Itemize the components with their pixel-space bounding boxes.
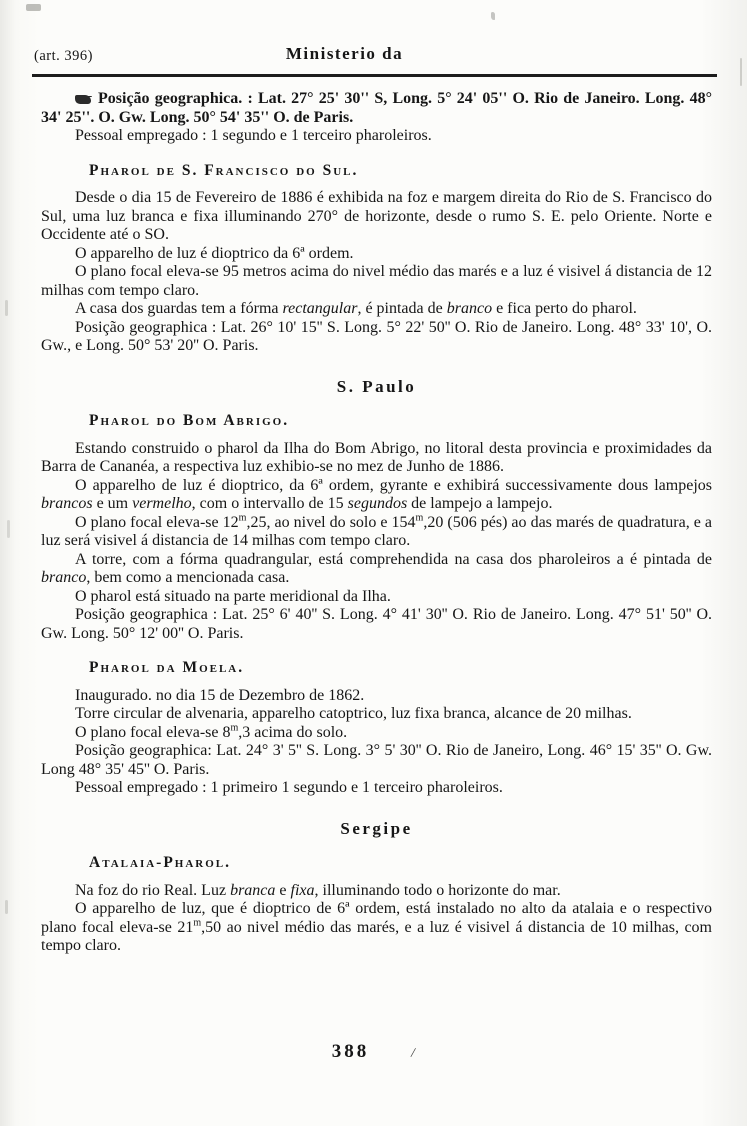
page-footer [0, 1041, 747, 1063]
paragraph-posicao-geographica: Posição geographica : Lat. 25° 6' 40'' S. Long. 4° 41' 30'' O. Rio de Janeiro. Long. 47° 51' 50'' O. Gw. Long. 50° 12' 00'' O. Paris. [41, 606, 712, 642]
document-body [41, 90, 712, 956]
paragraph: O pharol está situado na parte meridional da Ilha. [75, 587, 391, 605]
paragraph: O plano focal eleva-se 95 metros acima do nivel médio das marés e a luz é visivel á distancia de 12 milhas com tempo claro. [41, 263, 712, 299]
footer-mark: / [410, 1045, 417, 1062]
header-title: Ministerio da [285, 44, 404, 63]
heading-atalaia-pharol: Atalaia-Pharol. [89, 854, 232, 871]
page-number: 388 [331, 1041, 370, 1062]
paragraph-pessoal-empregado: Pessoal empregado : 1 primeiro 1 segundo e 1 terceiro pharoleiros. [75, 779, 503, 796]
paragraph: A casa dos guardas tem a fórma rectangular, é pintada de branco e fica perto do pharol. [75, 300, 637, 317]
heading-pharol-do-bom-abrigo: Pharol do Bom Abrigo. [89, 412, 290, 429]
ink-blot-icon [75, 95, 91, 104]
scan-artifact-icon [5, 300, 8, 316]
paragraph: Estando construido o pharol da Ilha do Bom Abrigo, no litoral desta provincia e proximidades da Barra de Cananéa, a respectiva luz exhibio-se no mez de Junho de 1886. [41, 439, 712, 475]
scan-artifact-icon [7, 520, 10, 538]
paragraph-posicao-geographica: Posição geographica : Lat. 26° 10' 15'' S. Long. 5° 22' 50'' O. Rio de Janeiro. Long. 48° 33' 10', O. Gw., e Long. 50° 53' 20'' O. Paris. [41, 318, 712, 354]
paragraph: O plano focal eleva-se 8$^m$,3 acima do solo. [75, 722, 348, 741]
article-label: (art. 396) [34, 48, 93, 64]
paragraph: Inaugurado. no dia 15 de Dezembro de 1862. [75, 686, 365, 704]
paragraph: Desde o dia 15 de Fevereiro de 1886 é exhibida na foz e margem direita do Rio de S. Francisco do Sul, uma luz branca e fixa illuminando 270° de horizonte, desde o rumo S. E. pelo Oriente. Norte e Occidente até o SO. [41, 189, 712, 243]
scan-artifact-icon [26, 4, 41, 11]
paragraph: A torre, com a fórma quadrangular, está comprehendida na casa dos pharoleiros a é pintada de branco, bem como a mencionada casa. [41, 550, 712, 586]
paragraph-pessoal-empregado: Pessoal empregado : 1 segundo e 1 terceiro pharoleiros. [75, 127, 432, 144]
paragraph: O apparelho de luz é dioptrico da 6ª ordem. [75, 244, 354, 262]
paragraph: O plano focal eleva-se 12$^m$,25, ao nivel do solo e 154$^m$,20 (506 pés) ao das marés de quadratura, e a luz será visivel á distancia de 14 milhas com tempo claro. [41, 512, 713, 549]
paragraph: O apparelho de luz é dioptrico, da 6ª ordem, gyrante e exhibirá successivamente dous lampejos brancos e um vermelho, com o intervallo de 15 segundos de lampejo a lampejo. [41, 476, 712, 512]
heading-pharol-da-moela: Pharol da Moela. [89, 659, 245, 676]
paragraph: Torre circular de alvenaria, apparelho catoptrico, luz fixa branca, alcance de 20 milhas. [75, 705, 632, 722]
paragraph-posicao-geographica: Posição geographica. : Lat. 27° 25' 30'' S, Long. 5° 24' 05'' O. Rio de Janeiro. Long. 48° 34' 25''. O. Gw. Long. 50° 54' 35'' O. de Paris. [41, 90, 712, 126]
paragraph: O apparelho de luz, que é dioptrico de 6ª ordem, está instalado no alto da atalaia e o respectivo plano focal eleva-se 21$^m$,50 ao nivel médio das marés, e a luz é visivel á distancia de 10 milhas, com tempo claro. [41, 900, 712, 954]
paragraph-posicao-geographica: Posição geographica: Lat. 24° 3' 5'' S. Long. 3° 5' 30'' O. Rio de Janeiro, Long. 46° 15' 35'' O. Gw. Long 48° 35' 45'' O. Paris. [41, 742, 712, 778]
page-header [32, 44, 717, 77]
scan-artifact-icon [740, 58, 742, 86]
scan-artifact-icon [491, 12, 495, 20]
heading-pharol-de-s-francisco-do-sul: Pharol de S. Francisco do Sul. [89, 161, 359, 179]
paragraph: Na foz do rio Real. Luz branca e fixa, illuminando todo o horizonte do mar. [75, 881, 561, 899]
heading-sergipe: Sergipe [340, 818, 413, 838]
scan-artifact-icon [5, 900, 8, 914]
heading-s-paulo: S. Paulo [336, 376, 417, 396]
